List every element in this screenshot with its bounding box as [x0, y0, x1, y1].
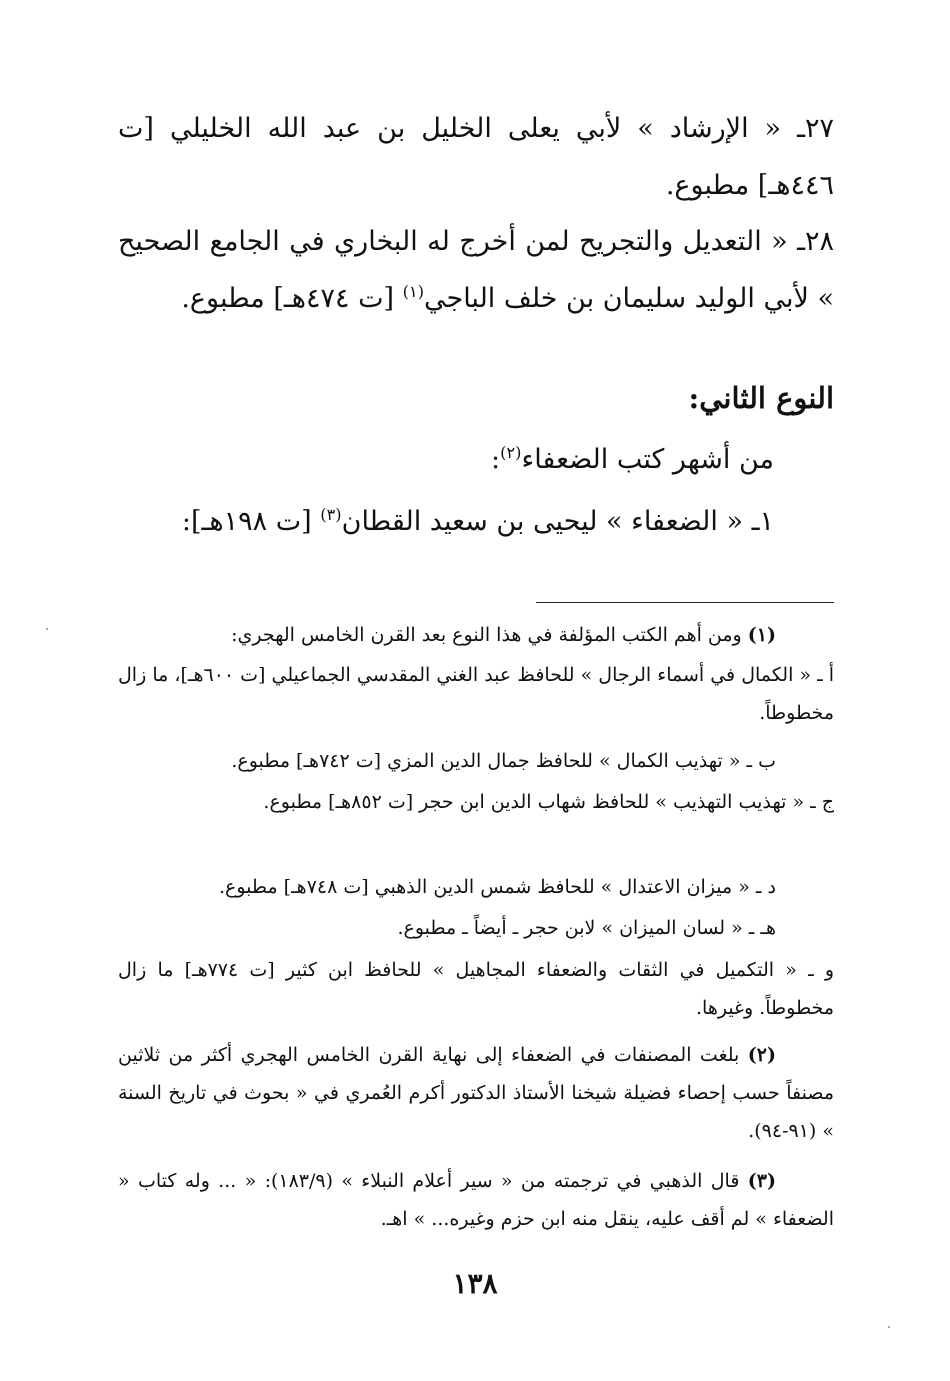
- footnote-ref-1: (١): [402, 282, 425, 301]
- entry-28: [118, 213, 834, 327]
- footnote-2: [118, 1036, 834, 1150]
- footnote-1-intro-text: ومن أهم الكتب المؤلفة في هذا النوع بعد القرن الخامس الهجري:: [231, 624, 742, 646]
- footnote-1-item-b: ب ـ « تهذيب الكمال » للحافظ جمال الدين المزي [ت ٧٤٢هـ] مطبوع.: [231, 750, 776, 772]
- footnote-1-item-f: و ـ « التكميل في الثقات والضعفاء المجاهيل » للحافظ ابن كثير [ت ٧٧٤هـ] ما زال مخطوطاً. وغيرها.: [118, 959, 834, 1019]
- entry-27: [118, 100, 834, 214]
- footnote-1-item-e: هـ ـ « لسان الميزان » لابن حجر ـ أيضاً ـ مطبوع.: [397, 917, 776, 939]
- section-intro-colon: :: [491, 444, 501, 475]
- section-heading: النوع الثاني:: [688, 381, 834, 415]
- footnote-3: [118, 1162, 834, 1238]
- entry-1-text-start: ١ـ « الضعفاء » ليحيى بن سعيد القطان: [341, 506, 774, 537]
- footnote-1-number: (١): [747, 624, 776, 646]
- section-intro-text: من أشهر كتب الضعفاء: [521, 444, 774, 475]
- scan-speck: [46, 628, 48, 630]
- entry-1-text-end: [ت ١٩٨هـ]:: [181, 506, 321, 537]
- footnote-1-item-a: أ ـ « الكمال في أسماء الرجال » للحافظ عبد الغني المقدسي الجماعيلي [ت ٦٠٠هـ]، ما زال مخطوطاً.: [118, 664, 834, 724]
- footnote-2-text: بلغت المصنفات في الضعفاء إلى نهاية القرن الخامس الهجري أكثر من ثلاثين مصنفاً حسب إحصاء فضيلة شيخنا الأستاذ الدكتور أكرم العُمري في « بحوث في تاريخ السنة » (٩١-٩٤).: [118, 1044, 834, 1142]
- footnote-3-number: (٣): [747, 1170, 776, 1192]
- entry-28-text-start: ٢٨ـ « التعديل والتجريح لمن أخرج له البخاري في الجامع الصحيح » لأبي الوليد سليمان بن خلف الباجي: [118, 226, 834, 314]
- footnote-ref-3: (٣): [320, 505, 342, 524]
- weak-narrators-entry-1: [118, 500, 774, 544]
- footnote-ref-2: (٢): [500, 443, 522, 462]
- footnote-1-intro: [118, 616, 834, 654]
- footnote-separator: [536, 602, 834, 603]
- entry-27-text: ٢٧ـ « الإرشاد » لأبي يعلى الخليل بن عبد الله الخليلي [ت ٤٤٦هـ] مطبوع.: [118, 113, 834, 201]
- scan-speck: [888, 1326, 890, 1328]
- footnote-3-text: قال الذهبي في ترجمته من « سير أعلام النبلاء » (١٨٣/٩): « ... وله كتاب « الضعفاء » لم أقف عليه، ينقل منه ابن حزم وغيره... » اهـ.: [118, 1170, 834, 1230]
- entry-28-text-end: [ت ٤٧٤هـ] مطبوع.: [181, 283, 403, 314]
- footnote-1-item-c: ج ـ « تهذيب التهذيب » للحافظ شهاب الدين ابن حجر [ت ٨٥٢هـ] مطبوع.: [263, 791, 834, 813]
- footnote-1-item-d: د ـ « ميزان الاعتدال » للحافظ شمس الدين الذهبي [ت ٧٤٨هـ] مطبوع.: [218, 876, 776, 898]
- footnote-2-number: (٢): [747, 1044, 777, 1066]
- section-intro: [118, 438, 774, 482]
- page-number: ١٣٨: [452, 1267, 498, 1300]
